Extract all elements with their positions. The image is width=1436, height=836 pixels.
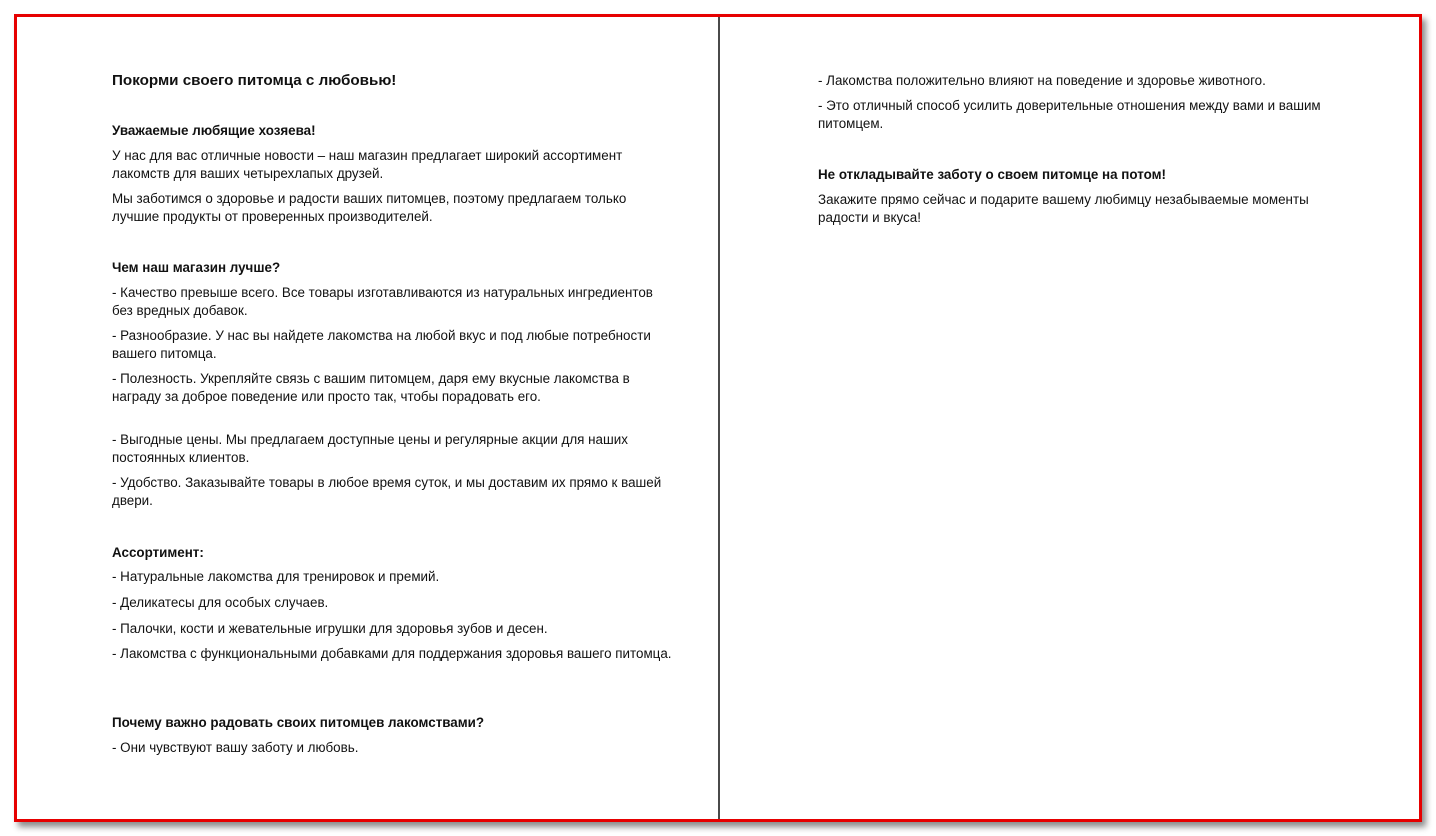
why-item: - Выгодные цены. Мы предлагаем доступные цены и регулярные акции для наших постоянных клиентов. <box>112 432 628 465</box>
assortment-item: - Натуральные лакомства для тренировок и премий. <box>112 569 440 584</box>
importance-item: - Лакомства положительно влияют на поведение и здоровье животного. <box>818 73 1266 88</box>
importance-heading: Почему важно радовать своих питомцев лакомствами? <box>112 715 485 730</box>
cta-heading: Не откладывайте заботу о своем питомце на потом! <box>818 167 1166 182</box>
assortment-heading: Ассортимент: <box>112 545 204 560</box>
cta-paragraph: Закажите прямо сейчас и подарите вашему любимцу незабываемые моменты радости и вкуса! <box>818 192 1309 225</box>
why-item: - Удобство. Заказывайте товары в любое время суток, и мы доставим их прямо к вашей двери. <box>112 475 662 508</box>
document-frame <box>14 14 1422 822</box>
importance-item: - Они чувствуют вашу заботу и любовь. <box>112 740 359 755</box>
why-heading: Чем наш магазин лучше? <box>112 260 281 275</box>
page-divider <box>718 17 720 819</box>
why-item: - Разнообразие. У нас вы найдете лакомства на любой вкус и под любые потребности вашего питомца. <box>112 328 651 361</box>
intro-paragraph-1: У нас для вас отличные новости – наш магазин предлагает широкий ассортимент лакомств для ваших четырехлапых друзей. <box>112 148 623 181</box>
assortment-item: - Деликатесы для особых случаев. <box>112 595 329 610</box>
document-title: Покорми своего питомца с любовью! <box>112 72 397 89</box>
importance-item: - Это отличный способ усилить доверительные отношения между вами и вашим питомцем. <box>818 98 1321 131</box>
why-item: - Качество превыше всего. Все товары изготавливаются из натуральных ингредиентов без вредных добавок. <box>112 285 653 318</box>
assortment-item: - Лакомства с функциональными добавками для поддержания здоровья вашего питомца. <box>112 646 672 661</box>
intro-paragraph-2: Мы заботимся о здоровье и радости ваших питомцев, поэтому предлагаем только лучшие продукты от проверенных производителей. <box>112 191 627 224</box>
greeting-heading: Уважаемые любящие хозяева! <box>112 123 316 138</box>
assortment-item: - Палочки, кости и жевательные игрушки для здоровья зубов и десен. <box>112 621 548 636</box>
why-item: - Полезность. Укрепляйте связь с вашим питомцем, даря ему вкусные лакомства в награду за доброе поведение или просто так, чтобы порадовать его. <box>112 371 630 404</box>
